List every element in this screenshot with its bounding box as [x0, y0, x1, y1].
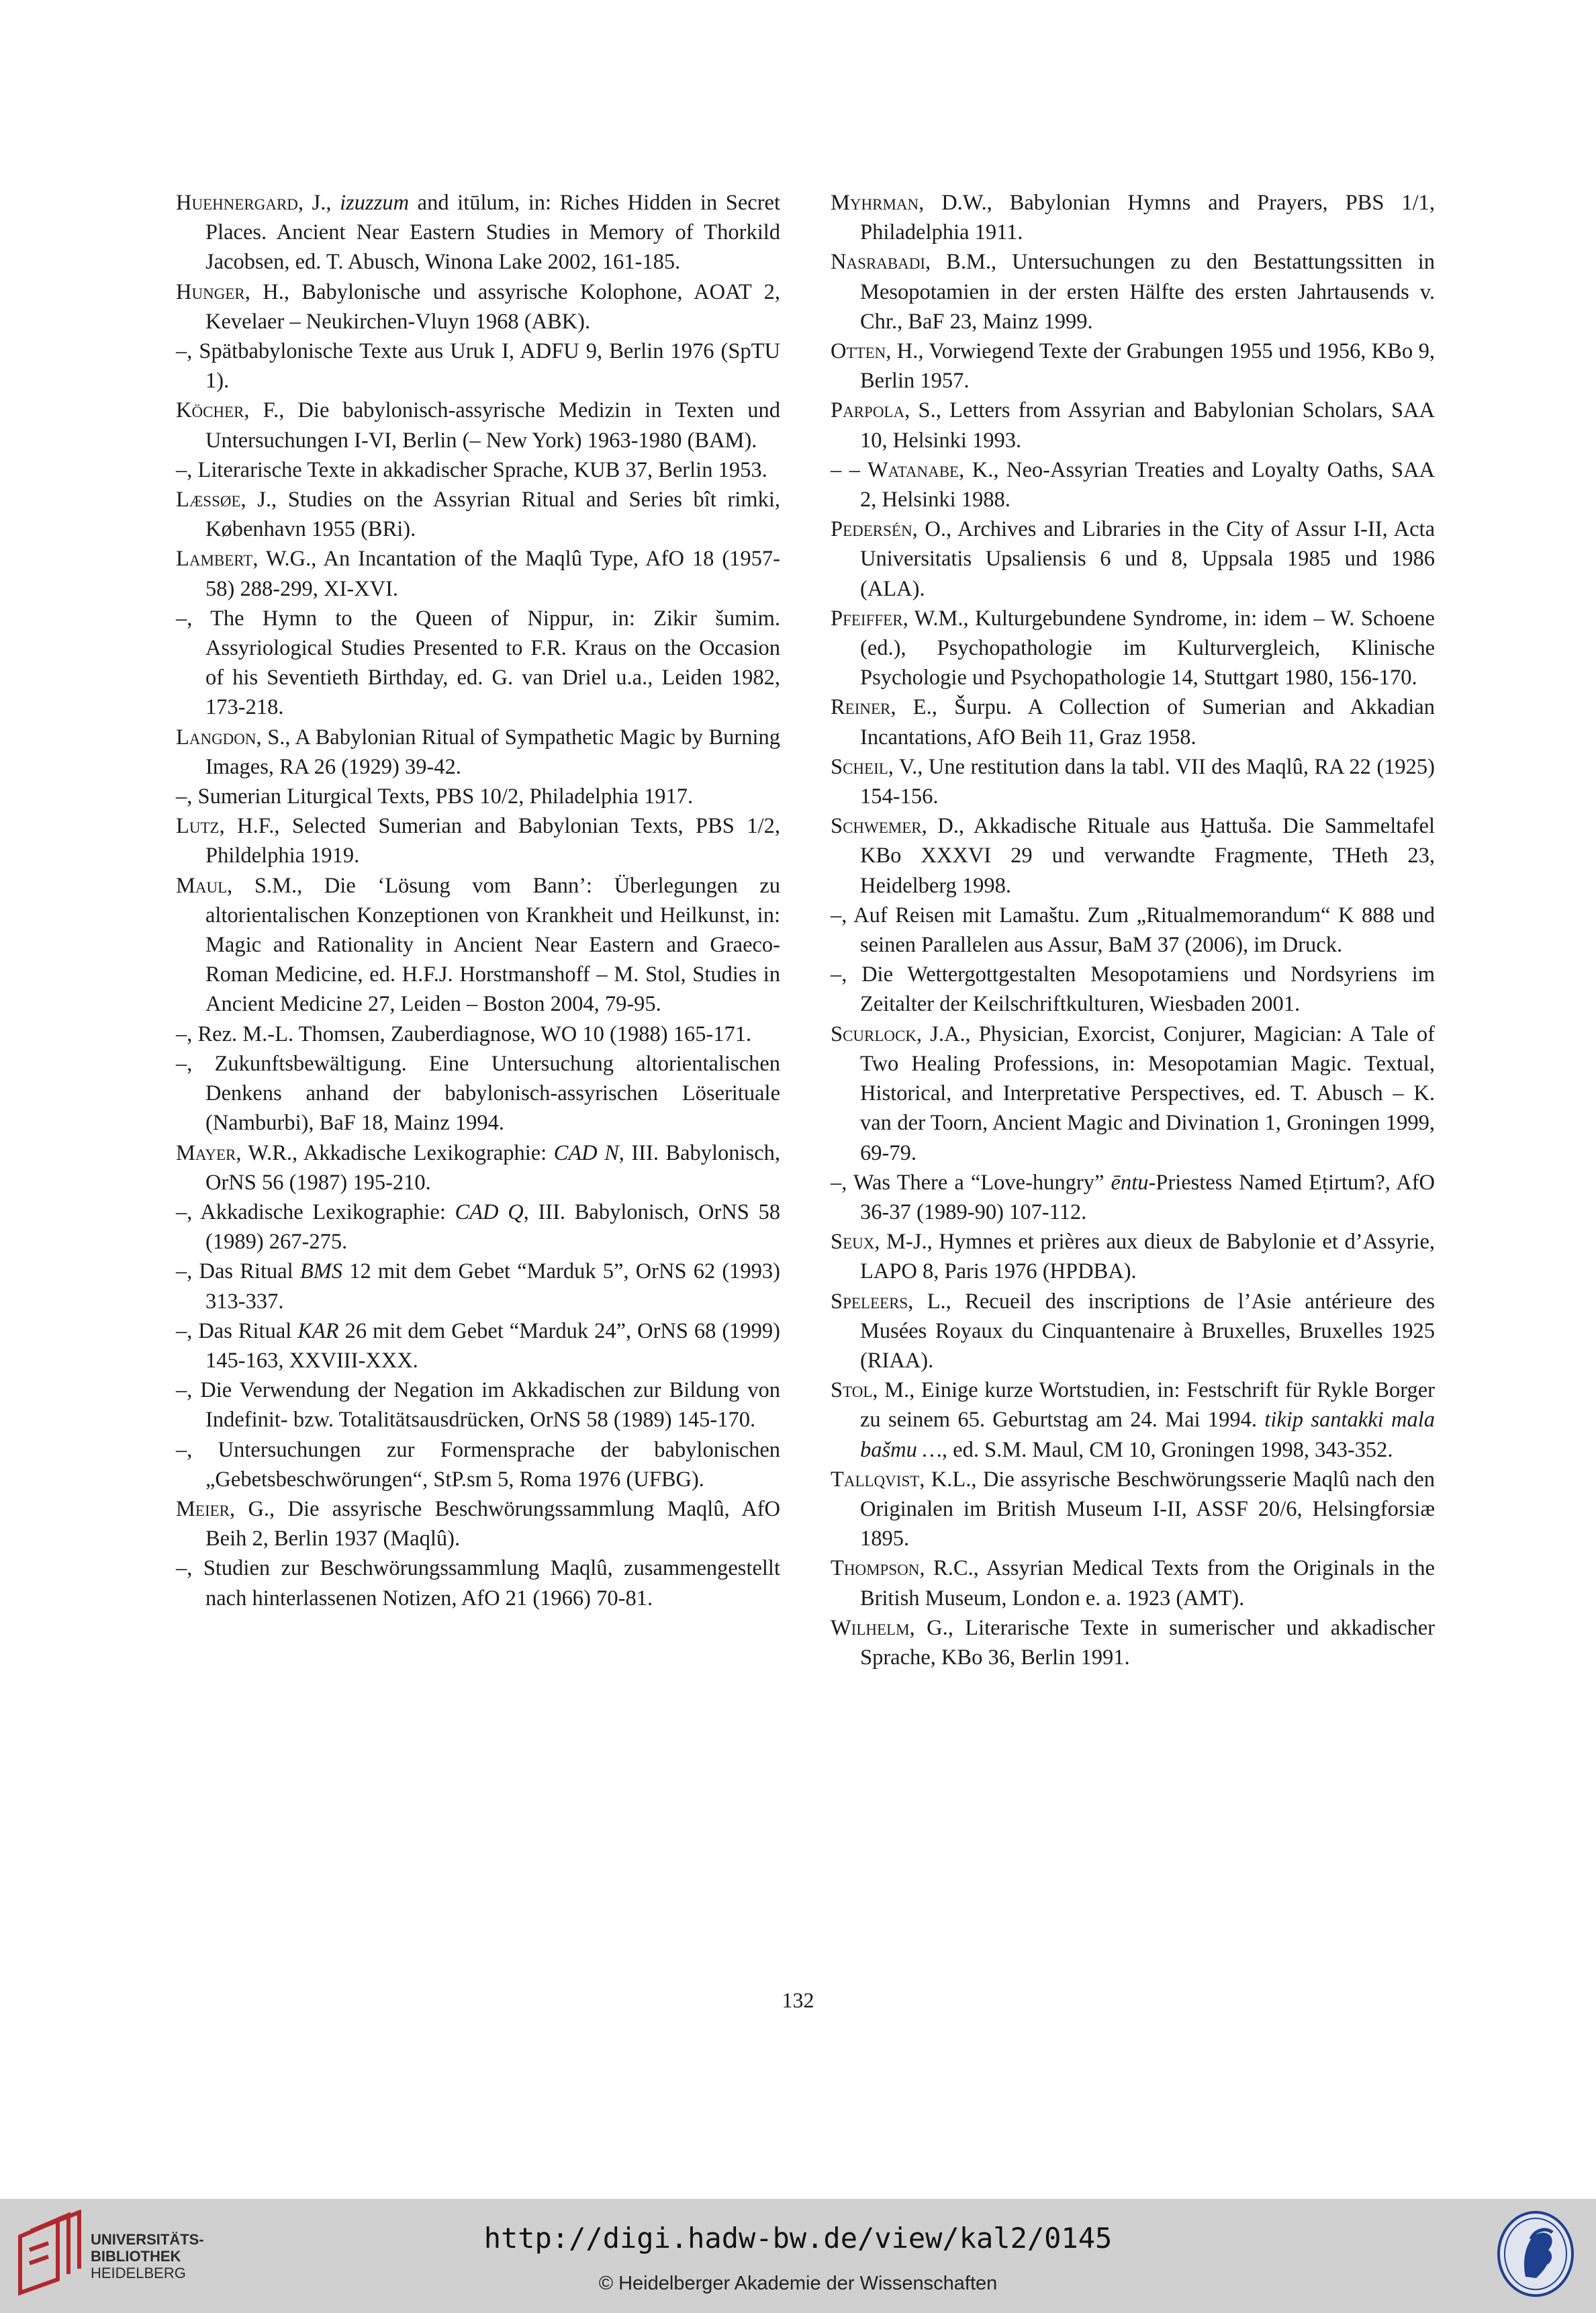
entry-author: Scheil — [831, 754, 888, 779]
bibliography-entry — [176, 811, 780, 870]
entry-text: , V., Une restitution dans la tabl. VII des Maqlû, RA 22 (1925) 154-156. — [860, 754, 1435, 809]
bibliography-entry — [176, 455, 780, 485]
entry-author: Lutz — [176, 814, 220, 839]
entry-text-continued: , III. Babylonisch, OrNS 56 (1987) 195-210. — [205, 1140, 781, 1195]
entry-text: –, Akkadische Lexikographie: — [176, 1199, 455, 1224]
entry-text: –, Literarische Texte in akkadischer Sprache, KUB 37, Berlin 1953. — [176, 457, 767, 482]
bibliography-entry — [176, 336, 780, 396]
bibliography-entry — [176, 782, 780, 811]
entry-author: Parpola — [831, 398, 905, 423]
entry-text: , M-J., Hymnes et prières aux dieux de Babylonie et d’Assyrie, LAPO 8, Paris 1976 (HPDBA). — [860, 1230, 1435, 1284]
bibliography-entry — [831, 455, 1435, 514]
bibliography-entry — [831, 1287, 1435, 1376]
entry-text: –, The Hymn to the Queen of Nippur, in: Zikir šumim. Assyriological Studies Presented to F.R. Kraus on the Occasion of his Seventieth Birthday, ed. G. van Driel u.a., Leiden 1982, 173-218. — [176, 606, 780, 720]
entry-author: Seux — [831, 1230, 875, 1255]
bibliography-entry — [831, 188, 1435, 247]
entry-author: Nasrabadi — [831, 250, 926, 275]
entry-text: , D., Akkadische Rituale aus Ḫattuša. Die Sammeltafel KBo XXXVI 29 und verwandte Fragmente, THeth 23, Heidelberg 1998. — [860, 814, 1435, 898]
entry-text: –, Spätbabylonische Texte aus Uruk I, ADFU 9, Berlin 1976 (SpTU 1). — [176, 339, 780, 394]
entry-italic-title: BMS — [299, 1259, 343, 1284]
entry-text-continued: -Priestess Named Eṭirtum?, AfO 36-37 (1989-90) 107-112. — [860, 1170, 1435, 1224]
page-number: 132 — [782, 1988, 814, 2012]
bibliography-entry — [831, 514, 1435, 604]
entry-text: –, Untersuchungen zur Formensprache der babylonischen „Gebetsbeschwörungen“, StP.sm 5, Roma 1976 (UFBG). — [176, 1437, 780, 1492]
entry-text: , J.A., Physician, Exorcist, Conjurer, Magician: A Tale of Two Healing Professions, in: Mesopotamian Magic. Textual, Historical, and Interpretative Perspectives, ed. T. Abusch – K. van der Toorn, Ancient Magic and Divination 1, Groningen 1999, 69-79. — [860, 1022, 1435, 1165]
entry-text: , F., Die babylonisch-assyrische Medizin in Texten und Untersuchungen I-VI, Berlin (– New York) 1963-1980 (BAM). — [205, 398, 780, 453]
entry-text: , J., — [297, 191, 340, 215]
bibliography-entry — [176, 1257, 780, 1316]
entry-text: –, Was There a “Love-hungry” — [831, 1170, 1111, 1195]
bibliography-entry — [176, 871, 780, 1019]
entry-author: Mayer — [176, 1140, 236, 1165]
bibliography-entry — [831, 396, 1435, 455]
entry-text: , S., Letters from Assyrian and Babylonian Scholars, SAA 10, Helsinki 1993. — [860, 398, 1435, 453]
bibliography-column-right — [831, 188, 1435, 1672]
entry-text: , S.M., Die ‘Lösung vom Bann’: Überlegungen zu altorientalischen Konzeptionen von Krankheit und Heilkunst, in: Magic and Rationality in Ancient Near Eastern and Graeco-Roman Medicine, ed. H.F.J. Horstmanshoff – M. Stol, Studies in Ancient Medicine 27, Leiden – Boston 2004, 79-95. — [205, 873, 780, 1017]
entry-text: , G., Literarische Texte in sumerischer und akkadischer Sprache, KBo 36, Berlin 1991. — [860, 1615, 1435, 1670]
entry-text-continued: 26 mit dem Gebet “Marduk 24”, OrNS 68 (1999) 145-163, XXVIII-XXX. — [205, 1318, 780, 1373]
entry-text: , W.R., Akkadische Lexikographie: — [236, 1140, 554, 1165]
entry-text: , J., Studies on the Assyrian Ritual and Series bît rimki, København 1955 (BRi). — [205, 488, 780, 542]
entry-text: , E., Šurpu. A Collection of Sumerian and Akkadian Incantations, AfO Beih 11, Graz 1958. — [860, 695, 1435, 750]
entry-author: Scurlock — [831, 1022, 917, 1046]
entry-text: –, Das Ritual — [176, 1318, 298, 1343]
entry-text: , D.W., Babylonian Hymns and Prayers, PBS 1/1, Philadelphia 1911. — [860, 191, 1435, 245]
entry-text-continued: and itūlum, in: Riches Hidden in Secret Places. Ancient Near Eastern Studies in Memory of Thorkild Jacobsen, ed. T. Abusch, Winona Lake 2002, 161-185. — [205, 191, 781, 275]
entry-author: Maul — [176, 873, 228, 898]
bibliography-entry — [831, 960, 1435, 1019]
bibliography-entry — [176, 1494, 780, 1553]
bibliography-entry — [831, 1375, 1435, 1465]
bibliography-entry — [831, 692, 1435, 752]
bibliography-entry — [176, 544, 780, 603]
bibliography-entry — [176, 1019, 780, 1049]
bibliography-entry — [176, 1138, 780, 1197]
entry-author: Köcher — [176, 398, 244, 423]
entry-italic-title: KAR — [297, 1318, 339, 1343]
entry-author: Langdon — [176, 725, 256, 750]
entry-text-continued: 12 mit dem Gebet “Marduk 5”, OrNS 62 (1993) 313-337. — [205, 1259, 781, 1314]
bibliography-entry — [176, 1553, 780, 1613]
bibliography-entry — [176, 277, 780, 336]
entry-author: Reiner — [831, 695, 891, 720]
bibliography-entry — [831, 247, 1435, 336]
bibliography-entry — [176, 1375, 780, 1435]
footer-bar — [0, 2199, 1596, 2313]
bibliography-entry — [831, 1019, 1435, 1168]
entry-author: Wilhelm — [831, 1615, 910, 1640]
entry-italic-title: CAD N — [553, 1140, 619, 1165]
entry-text: , H., Babylonische und assyrische Kolophone, AOAT 2, Kevelaer – Neukirchen-Vluyn 1968 (ABK). — [205, 279, 780, 334]
entry-italic-title: tikip santakki mala bašmu … — [860, 1408, 1435, 1462]
entry-text: –, Rez. M.-L. Thomsen, Zauberdiagnose, WO 10 (1988) 165-171. — [176, 1022, 752, 1046]
entry-author: Pedersén — [831, 517, 912, 542]
permalink-url[interactable]: http://digi.hadw-bw.de/view/kal2/0145 — [483, 2222, 1113, 2255]
entry-author: Myhrman — [831, 191, 919, 215]
academy-seal-icon — [1496, 2210, 1575, 2298]
entry-text: , H.F., Selected Sumerian and Babylonian Texts, PBS 1/2, Phildelphia 1919. — [205, 814, 780, 868]
entry-text: , G., Die assyrische Beschwörungssammlung Maqlû, AfO Beih 2, Berlin 1937 (Maqlû). — [205, 1496, 780, 1551]
bibliography-entry — [831, 1613, 1435, 1672]
bibliography-entry — [176, 396, 780, 455]
bibliography-entry — [176, 485, 780, 544]
entry-author: Thompson — [831, 1556, 920, 1581]
entry-text: –, Zukunftsbewältigung. Eine Untersuchung altorientalischen Denkens anhand der babylonisch-assyrischen Löserituale (Namburbi), BaF 18, Mainz 1994. — [176, 1051, 780, 1136]
entry-text: –, Das Ritual — [176, 1259, 300, 1284]
bibliography-entry — [831, 1227, 1435, 1286]
entry-italic-title: CAD Q — [455, 1199, 524, 1224]
bibliography-entry — [831, 752, 1435, 811]
library-name-line-3: HEIDELBERG — [91, 2265, 186, 2281]
entry-author: Lambert — [176, 547, 253, 572]
entry-text: –, Auf Reisen mit Lamaštu. Zum „Ritualmemorandum“ K 888 und seinen Parallelen aus Assur, BaM 37 (2006), im Druck. — [831, 903, 1435, 958]
bibliography-entry — [831, 811, 1435, 901]
entry-text-continued: , III. Babylonisch, OrNS 58 (1989) 267-275. — [205, 1199, 780, 1255]
entry-author: Speleers — [831, 1289, 908, 1314]
entry-author: Hunger — [176, 279, 245, 304]
copyright-notice: © Heidelberger Akademie der Wissenschaften — [598, 2273, 998, 2294]
bibliography-entry — [831, 901, 1435, 960]
library-name-line-2: BIBLIOTHEK — [91, 2248, 181, 2265]
entry-text: , H., Vorwiegend Texte der Grabungen 1955 und 1956, KBo 9, Berlin 1957. — [860, 339, 1435, 394]
entry-text: , S., A Babylonian Ritual of Sympathetic Magic by Burning Images, RA 26 (1929) 39-42. — [205, 725, 780, 779]
bibliography-entry — [176, 1049, 780, 1138]
entry-text: , K.L., Die assyrische Beschwörungsserie Maqlû nach den Originalen im British Museum I-II, ASSF 20/6, Helsingforsiæ 1895. — [860, 1467, 1435, 1551]
bibliography-entry — [176, 604, 780, 723]
entry-author: Læssøe — [176, 488, 241, 512]
bibliography-entry — [176, 188, 780, 277]
bibliography-entry — [176, 1435, 780, 1494]
bibliography-entry — [176, 1316, 780, 1375]
entry-author: Stol — [831, 1378, 873, 1403]
bibliography-column-left — [176, 188, 780, 1613]
bibliography-entry — [176, 1197, 780, 1257]
entry-text: , R.C., Assyrian Medical Texts from the Originals in the British Museum, London e. a. 1923 (AMT). — [860, 1556, 1435, 1611]
entry-text: , M., Einige kurze Wortstudien, in: Festschrift für Rykle Borger zu seinem 65. Geburtstag am 24. Mai 1994. — [860, 1378, 1435, 1433]
entry-author: Schwemer — [831, 814, 922, 839]
entry-text: , L., Recueil des inscriptions de l’Asie antérieure des Musées Royaux du Cinquantenaire à Bruxelles, Bruxelles 1925 (RIAA). — [860, 1289, 1435, 1373]
entry-author: Pfeiffer — [831, 606, 903, 631]
entry-text: , W.M., Kulturgebundene Syndrome, in: idem – W. Schoene (ed.), Psychopathologie im Kulturvergleich, Klinische Psychologie und Psychopathologie 14, Stuttgart 1980, 156-170. — [860, 606, 1435, 690]
entry-italic-title: ēntu — [1111, 1170, 1149, 1195]
entry-text: , W.G., An Incantation of the Maqlû Type, AfO 18 (1957-58) 288-299, XI-XVI. — [205, 547, 780, 601]
bibliography-entry — [831, 336, 1435, 396]
entry-text: –, Die Wettergottgestalten Mesopotamiens und Nordsyriens im Zeitalter der Keilschriftkulturen, Wiesbaden 2001. — [831, 962, 1435, 1017]
entry-author: Meier — [176, 1496, 230, 1521]
bibliography-entry — [831, 1553, 1435, 1613]
bibliography-entry — [176, 723, 780, 782]
entry-text: , B.M., Untersuchungen zu den Bestattungssitten in Mesopotamien in der ersten Hälfte des ersten Jahrtausends v. Chr., BaF 23, Mainz 1999. — [860, 250, 1435, 334]
entry-text: –, Studien zur Beschwörungssammlung Maqlû, zusammengestellt nach hinterlassenen Notizen, AfO 21 (1966) 70-81. — [176, 1556, 780, 1611]
entry-author: Otten — [831, 339, 886, 364]
bibliography-entry — [831, 1168, 1435, 1227]
bibliography-entry — [831, 604, 1435, 693]
entry-italic-title: izuzzum — [340, 191, 410, 215]
library-name-line-1: UNIVERSITÄTS- — [91, 2231, 204, 2248]
entry-text: , O., Archives and Libraries in the City of Assur I-II, Acta Universitatis Upsaliensis 6 und 8, Uppsala 1985 und 1986 (ALA). — [860, 517, 1435, 601]
entry-author: Tallqvist — [831, 1467, 920, 1492]
entry-text: –, Die Verwendung der Negation im Akkadischen zur Bildung von Indefinit- bzw. Totalitätsausdrücken, OrNS 58 (1989) 145-170. — [176, 1378, 780, 1433]
entry-text: –, Sumerian Liturgical Texts, PBS 10/2, Philadelphia 1917. — [176, 784, 694, 809]
entry-text: , K., Neo-Assyrian Treaties and Loyalty Oaths, SAA 2, Helsinki 1988. — [860, 457, 1436, 512]
entry-author: Huehnergard — [176, 191, 298, 215]
entry-text-continued: , ed. S.M. Maul, CM 10, Groningen 1998, 343-352. — [941, 1437, 1393, 1462]
bibliography-entry — [831, 1465, 1435, 1554]
entry-author: – – Watanabe — [831, 457, 959, 482]
